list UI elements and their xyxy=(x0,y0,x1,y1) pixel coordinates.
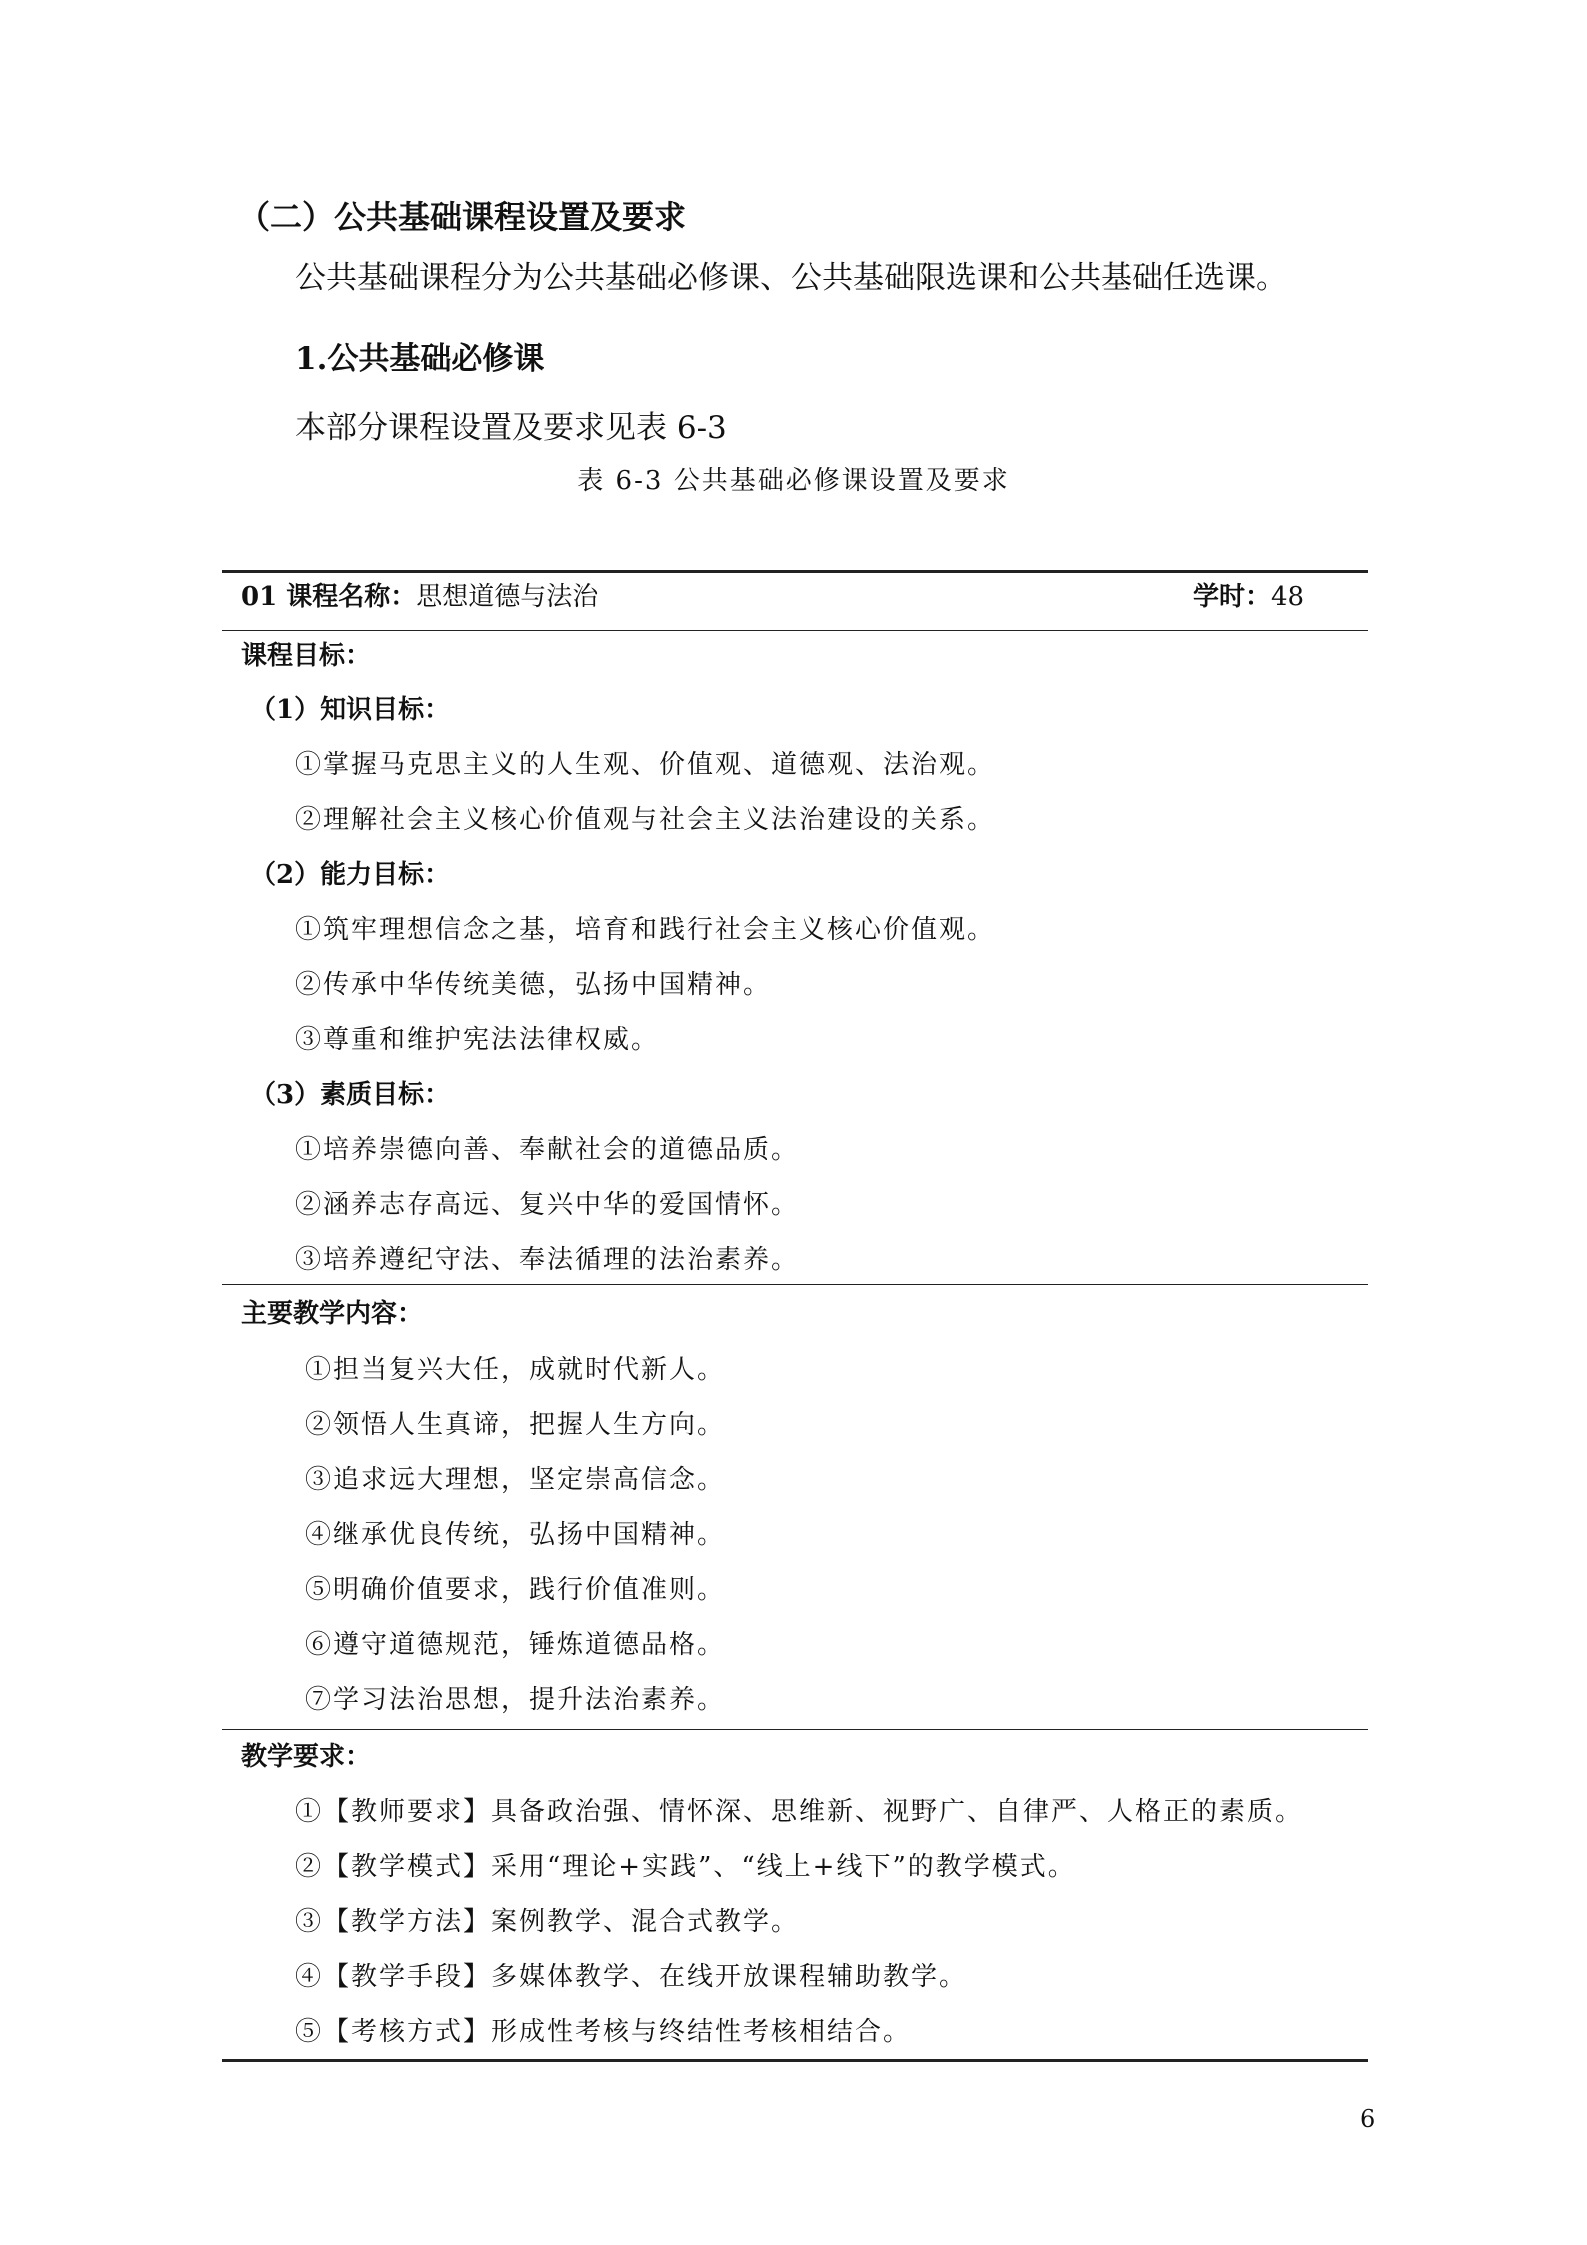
list-item: ①掌握马克思主义的人生观、价值观、道德观、法治观。 xyxy=(295,750,996,780)
course-name: 思想道德与法治 xyxy=(416,582,599,612)
list-item: ③【教学方法】案例教学、混合式教学。 xyxy=(295,1907,800,1937)
table-reference: 本部分课程设置及要求见表 6-3 xyxy=(295,410,727,446)
objectives-title: 课程目标： xyxy=(241,641,372,671)
list-item: ③培养遵纪守法、奉法循理的法治素养。 xyxy=(295,1245,800,1275)
quality-label: （3）素质目标： xyxy=(250,1080,451,1110)
list-item: ②领悟人生真谛，把握人生方向。 xyxy=(305,1410,726,1440)
row-divider xyxy=(222,630,1368,631)
list-item: ②理解社会主义核心价值观与社会主义法治建设的关系。 xyxy=(295,805,996,835)
ability-label: （2）能力目标： xyxy=(250,860,451,890)
section-heading: （二）公共基础课程设置及要求 xyxy=(238,198,687,236)
list-item: ④【教学手段】多媒体教学、在线开放课程辅助教学。 xyxy=(295,1962,968,1992)
list-item: ②涵养志存高远、复兴中华的爱国情怀。 xyxy=(295,1190,800,1220)
page-number: 6 xyxy=(1360,2105,1376,2133)
table-bottom-rule xyxy=(222,2059,1368,2062)
course-hours-cell xyxy=(1193,576,1304,613)
intro-paragraph: 公共基础课程分为公共基础必修课、公共基础限选课和公共基础任选课。 xyxy=(295,260,1287,296)
subsection-heading: 1.公共基础必修课 xyxy=(295,341,545,377)
list-item: ②【教学模式】采用“理论+实践”、“线上+线下”的教学模式。 xyxy=(295,1852,1076,1882)
hours-label: 学时： xyxy=(1193,582,1272,612)
list-item: ⑤【考核方式】形成性考核与终结性考核相结合。 xyxy=(295,2017,912,2047)
list-item: ③追求远大理想，坚定崇高信念。 xyxy=(305,1465,726,1495)
knowledge-label: （1）知识目标： xyxy=(250,695,451,725)
row-divider xyxy=(222,1284,1368,1285)
list-item: ⑥遵守道德规范，锤炼道德品格。 xyxy=(305,1630,726,1660)
list-item: ⑦学习法治思想，提升法治素养。 xyxy=(305,1685,726,1715)
list-item: ①【教师要求】具备政治强、情怀深、思维新、视野广、自律严、人格正的素质。 xyxy=(295,1797,1304,1827)
content-title: 主要教学内容： xyxy=(241,1299,424,1329)
list-item: ①筑牢理想信念之基，培育和践行社会主义核心价值观。 xyxy=(295,915,996,945)
table-top-rule xyxy=(222,570,1368,573)
list-item: ②传承中华传统美德，弘扬中国精神。 xyxy=(295,970,772,1000)
table-caption: 表 6-3 公共基础必修课设置及要求 xyxy=(577,466,1010,496)
list-item: ③尊重和维护宪法法律权威。 xyxy=(295,1025,660,1055)
hours-value: 48 xyxy=(1271,582,1305,612)
list-item: ①担当复兴大任，成就时代新人。 xyxy=(305,1355,726,1385)
requirements-title: 教学要求： xyxy=(241,1742,372,1772)
row-divider xyxy=(222,1729,1368,1730)
list-item: ④继承优良传统，弘扬中国精神。 xyxy=(305,1520,726,1550)
list-item: ①培养崇德向善、奉献社会的道德品质。 xyxy=(295,1135,800,1165)
course-number-label: 01 课程名称： xyxy=(241,582,417,612)
course-name-cell xyxy=(241,576,598,613)
list-item: ⑤明确价值要求，践行价值准则。 xyxy=(305,1575,726,1605)
